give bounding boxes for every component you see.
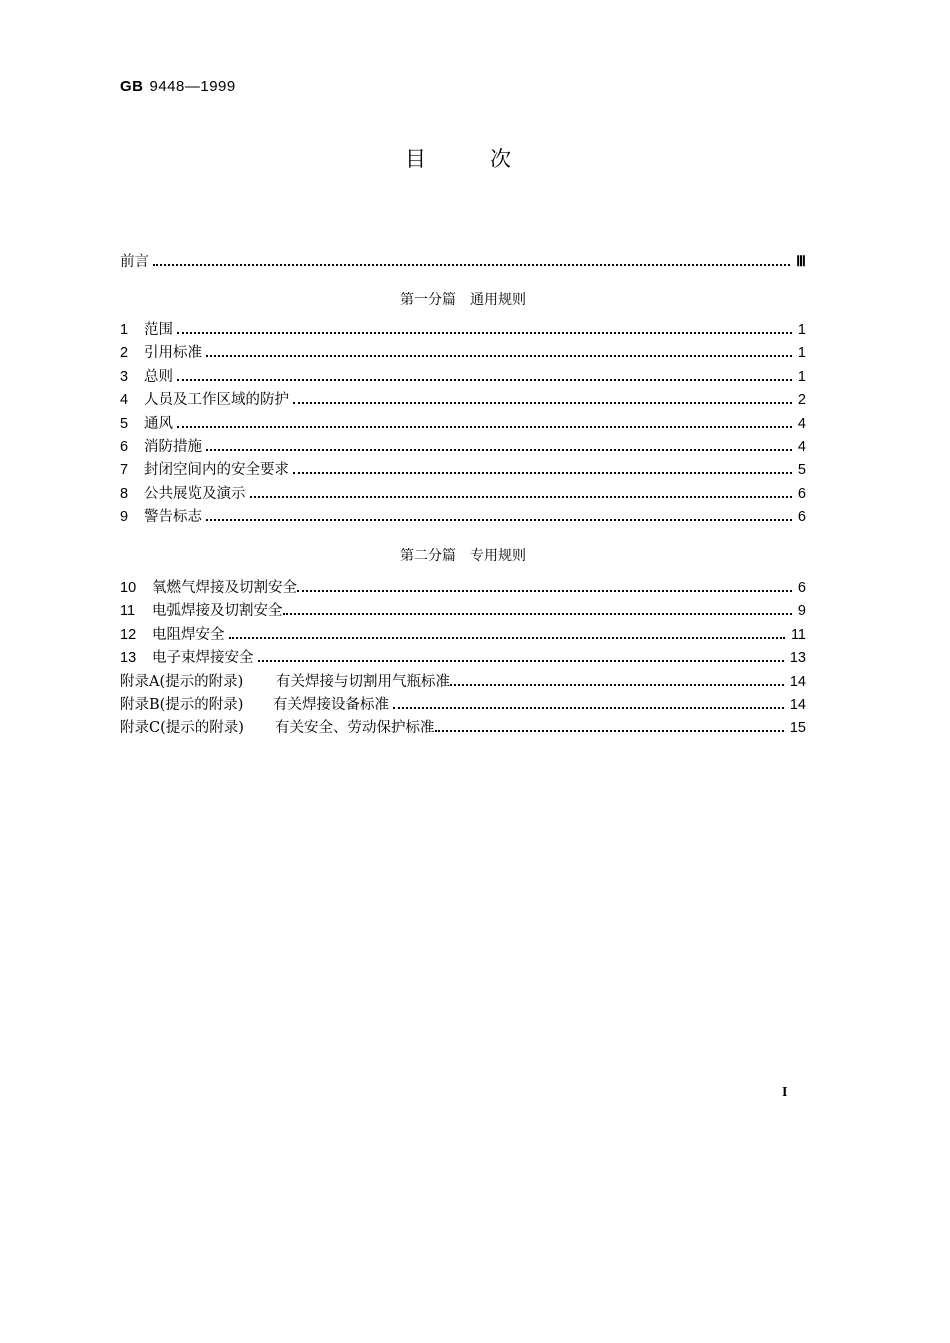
toc-page: 1 <box>797 368 806 385</box>
toc-label: 电弧焊接及切割安全 <box>152 603 283 620</box>
part2-heading-part: 第二分篇 <box>400 548 456 564</box>
toc-row[interactable] <box>120 342 806 365</box>
toc-num: 11 <box>120 603 136 620</box>
toc-label: 人员及工作区域的防护 <box>144 392 289 409</box>
toc-row[interactable] <box>120 600 806 623</box>
toc-part1-list <box>120 319 806 530</box>
toc-page: 1 <box>797 345 806 362</box>
dot-leader <box>177 379 792 381</box>
toc-page: 6 <box>797 509 806 526</box>
toc-num: 13 <box>120 650 137 667</box>
toc-label: 消防措施 <box>144 438 202 455</box>
toc-row-appendix[interactable] <box>120 717 806 740</box>
toc-label: 引用标准 <box>144 345 202 362</box>
standard-number: 9448—1999 <box>149 78 236 95</box>
toc-num: 10 <box>120 580 137 596</box>
appendix-label: 附录B(提示的附录) <box>120 696 244 713</box>
appendix-title: 有关安全、劳动保护标准 <box>275 720 435 737</box>
toc-num: 3 <box>120 368 129 385</box>
standard-prefix: GB <box>120 78 144 95</box>
dot-leader <box>250 496 792 498</box>
dot-leader <box>393 707 784 709</box>
toc-num: 4 <box>120 392 129 409</box>
toc-page: Ⅲ <box>796 254 806 270</box>
dot-leader <box>206 355 792 357</box>
toc-page: 4 <box>797 415 806 432</box>
dot-leader <box>293 472 792 474</box>
toc-num: 6 <box>120 438 129 455</box>
title-char-2: 次 <box>490 147 511 171</box>
dot-leader <box>206 519 792 521</box>
dot-leader <box>283 613 792 615</box>
toc-label: 警告标志 <box>144 509 202 526</box>
toc-row[interactable] <box>120 436 806 459</box>
toc-row[interactable] <box>120 483 806 506</box>
appendix-label: 附录C(提示的附录) <box>120 720 244 737</box>
dot-leader <box>177 426 792 428</box>
part1-heading-name: 通用规则 <box>470 292 526 308</box>
title-char-1: 目 <box>405 147 426 171</box>
toc-row[interactable] <box>120 577 806 600</box>
toc-page: 15 <box>789 720 806 737</box>
dot-leader <box>297 590 792 592</box>
part2-heading-name: 专用规则 <box>470 548 526 564</box>
page-title <box>405 143 511 173</box>
toc-label: 封闭空间内的安全要求 <box>144 462 289 479</box>
toc-page: 5 <box>797 462 806 479</box>
toc-row[interactable] <box>120 413 806 436</box>
toc-num: 8 <box>120 485 129 502</box>
page-number: I <box>782 1085 788 1100</box>
appendix-label: 附录A(提示的附录) <box>120 673 244 690</box>
toc-label: 氧燃气焊接及切割安全 <box>152 580 297 596</box>
dot-leader <box>206 449 792 451</box>
toc-num: 2 <box>120 345 129 362</box>
part1-heading-part: 第一分篇 <box>400 292 456 308</box>
toc-page: 2 <box>797 392 806 409</box>
toc-part2-list <box>120 577 806 741</box>
toc-row[interactable] <box>120 389 806 412</box>
standard-code <box>120 78 236 95</box>
appendix-title: 有关焊接设备标准 <box>273 696 389 713</box>
dot-leader <box>229 637 785 639</box>
part1-heading <box>120 289 806 309</box>
toc-label: 前言 <box>120 254 149 270</box>
toc-label: 电阻焊安全 <box>152 626 225 643</box>
toc-page: 6 <box>797 580 806 596</box>
toc-page: 14 <box>789 673 806 690</box>
toc-row[interactable] <box>120 319 806 342</box>
toc-num: 5 <box>120 415 129 432</box>
toc-label: 总则 <box>144 368 173 385</box>
toc-page: 14 <box>789 696 806 713</box>
toc-page: 9 <box>797 603 806 620</box>
dot-leader <box>153 264 790 266</box>
dot-leader <box>177 332 792 334</box>
dot-leader <box>293 402 792 404</box>
toc-num: 9 <box>120 509 129 526</box>
toc-label: 通风 <box>144 415 173 432</box>
toc-page: 13 <box>789 650 806 667</box>
toc-row[interactable] <box>120 647 806 670</box>
toc-page: 11 <box>790 626 806 643</box>
toc-num: 1 <box>120 322 129 338</box>
toc-page: 1 <box>797 322 806 338</box>
toc-row[interactable] <box>120 366 806 389</box>
toc-row-preface[interactable] <box>120 251 806 274</box>
dot-leader <box>258 660 784 662</box>
toc-page: 4 <box>797 438 806 455</box>
toc-preface <box>120 251 806 274</box>
toc-num: 12 <box>120 626 137 643</box>
toc-num: 7 <box>120 462 129 479</box>
toc-page: 6 <box>797 485 806 502</box>
part2-heading <box>120 545 806 565</box>
dot-leader <box>450 684 784 686</box>
toc-row[interactable] <box>120 506 806 529</box>
toc-row-appendix[interactable] <box>120 694 806 717</box>
dot-leader <box>435 730 784 732</box>
toc-label: 电子束焊接安全 <box>152 650 254 667</box>
appendix-title: 有关焊接与切割用气瓶标准 <box>276 673 450 690</box>
toc-row[interactable] <box>120 624 806 647</box>
toc-label: 范围 <box>144 322 173 338</box>
toc-label: 公共展览及演示 <box>144 485 246 502</box>
toc-row-appendix[interactable] <box>120 671 806 694</box>
toc-row[interactable] <box>120 459 806 482</box>
